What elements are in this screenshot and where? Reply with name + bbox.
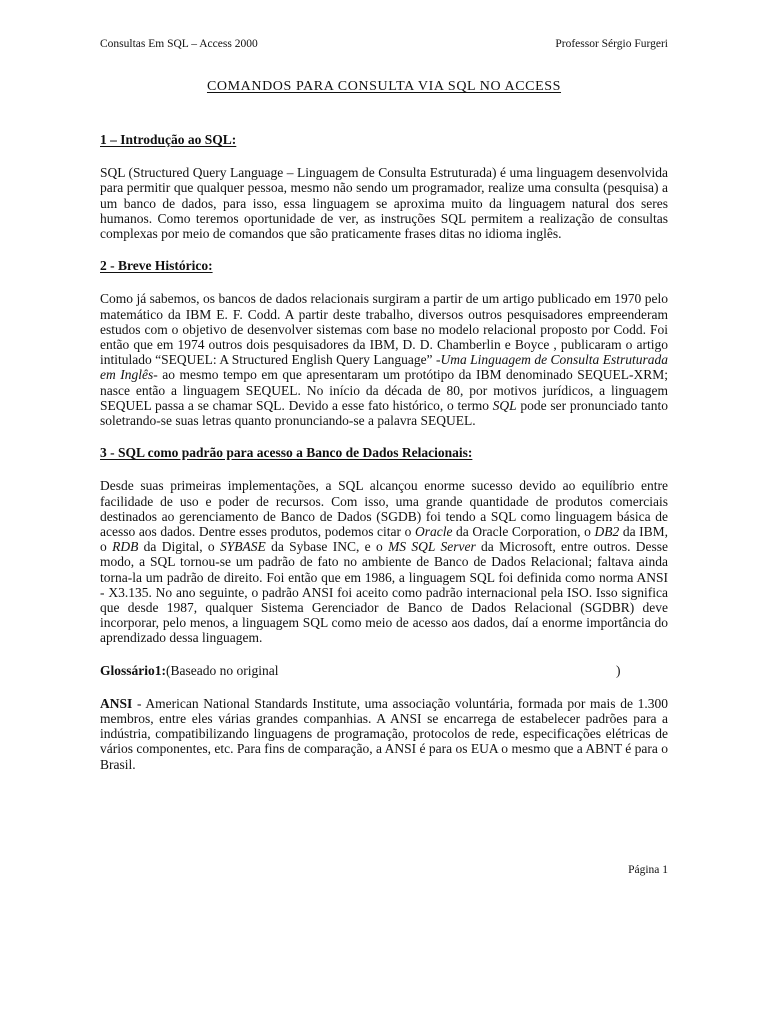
ansi-term: ANSI <box>100 695 133 711</box>
section-2-text-a: Como já sabemos, os bancos de dados relacionais surgiram a partir de um artigo publicado em 1970 pelo matemático da IBM E. F. Codd. A partir deste trabalho, diversos outros pesquisadores empreenderam estudos com o objetivo de desenvolver sistemas com base no modelo relacional proposto por Codd. Foi então que em 1974 outros dois pesquisadores da IBM, D. D. Chamberlin e Boyce , publicaram o artigo intitulado “SEQUEL: A Structured English Query Language” - <box>100 291 668 368</box>
ansi-definition <box>100 696 668 772</box>
section-2-heading: 2 - Breve Histórico: <box>100 258 213 274</box>
section-2-paragraph <box>100 291 668 428</box>
glossary-label: Glossário1: <box>100 662 166 678</box>
glossary-close-paren: ) <box>616 662 621 678</box>
section-1-paragraph: SQL (Structured Query Language – Linguagem de Consulta Estruturada) é uma linguagem desenvolvida para permitir que qualquer pessoa, mesmo não sendo um programador, realize uma consulta (pesquisa) a um banco de dados, para isso, essa linguagem se aproxima muito da linguagem natural dos seres humanos. Como teremos oportunidade de ver, as instruções SQL permitem a realização de consultas complexas por meio de comandos que são praticamente frases ditas no idioma inglês. <box>100 165 668 242</box>
section-2-text-b: - ao mesmo tempo em que apresentaram um protótipo da IBM denominado SEQUEL-XRM; nasce então a linguagem SEQUEL. No início da década de 80, por motivos jurídicos, a linguagem SEQUEL passa a se chamar SQL. Devido a esse fato histórico, o termo <box>100 367 668 413</box>
glossary-line <box>100 663 668 679</box>
document-title: COMANDOS PARA CONSULTA VIA SQL NO ACCESS <box>206 79 562 94</box>
product-rdb: RDB <box>112 539 139 555</box>
ansi-text: - American National Standards Institute, uma associação voluntária, formada por mais de 1.300 membros, entre eles várias grandes companhias. A ANSI se encarrega de estabelecer padrões para a indústria, compatibilizando linguagens de programação, protocolos de rede, especificações elétricas de vários componentes, etc. Para fins de comparação, a ANSI é para os EUA o mesmo que a ABNT é para o Brasil. <box>100 695 669 772</box>
header-right-text: Professor Sérgio Furgeri <box>555 38 668 50</box>
document-body <box>100 132 668 772</box>
product-oracle: Oracle <box>414 524 453 540</box>
section-3-paragraph <box>100 478 668 645</box>
section-3-text-3: da IBM, o <box>100 524 669 555</box>
product-sybase: SYBASE <box>220 539 266 555</box>
section-3-text-4: da Digital, o <box>143 539 215 555</box>
glossary-text: (Baseado no original <box>166 662 279 678</box>
header-left-text: Consultas Em SQL – Access 2000 <box>100 38 258 50</box>
section-1-heading: 1 – Introdução ao SQL: <box>100 132 237 147</box>
section-3-text-6: da Microsoft, entre outros. Desse modo, a SQL tornou-se um padrão de fato no ambiente de Banco de Dados Relacional; faltava ainda torna-la um padrão de direito. Foi então que em 1986, a linguagem SQL foi definida como norma ANSI - X3.135. No ano seguinte, o padrão ANSI foi aceito como padrão internacional pela ISO. Isso significa que desde 1987, qualquer Sistema Gerenciador de Banco de Dados Relacional (SGDBR) deve incorporar, pelo menos, a linguagem SQL como meio de acesso aos dados, daí a enorme importância do aprendizado dessa linguagem. <box>100 539 669 646</box>
product-db2: DB2 <box>594 524 620 540</box>
page-header <box>100 38 668 56</box>
section-3-text-2: da Oracle Corporation, o <box>456 524 591 540</box>
product-mssql: MS SQL Server <box>388 539 476 555</box>
section-2-italic-sql: SQL <box>492 397 517 413</box>
section-2-text-c: pode ser pronunciado tanto soletrando-se suas letras quanto pronunciando-se a palavra SEQUEL. <box>100 397 669 429</box>
page-number: Página 1 <box>628 864 668 876</box>
section-3-text-5: da Sybase INC, e o <box>271 539 383 555</box>
section-3-heading: 3 - SQL como padrão para acesso a Banco de Dados Relacionais: <box>100 445 473 461</box>
section-2-italic-a: Uma Linguagem de Consulta Estruturada em Inglês <box>100 352 668 383</box>
section-3-text-1: Desde suas primeiras implementações, a SQL alcançou enorme sucesso devido ao equilíbrio entre facilidade de uso e poder de recursos. Com isso, uma grande quantidade de produtos comerciais destinados ao gerenciamento de Banco de Dados (SGDB) foi tendo a SQL como linguagem básica de acesso aos dados. Dentre esses produtos, podemos citar o <box>100 478 668 540</box>
